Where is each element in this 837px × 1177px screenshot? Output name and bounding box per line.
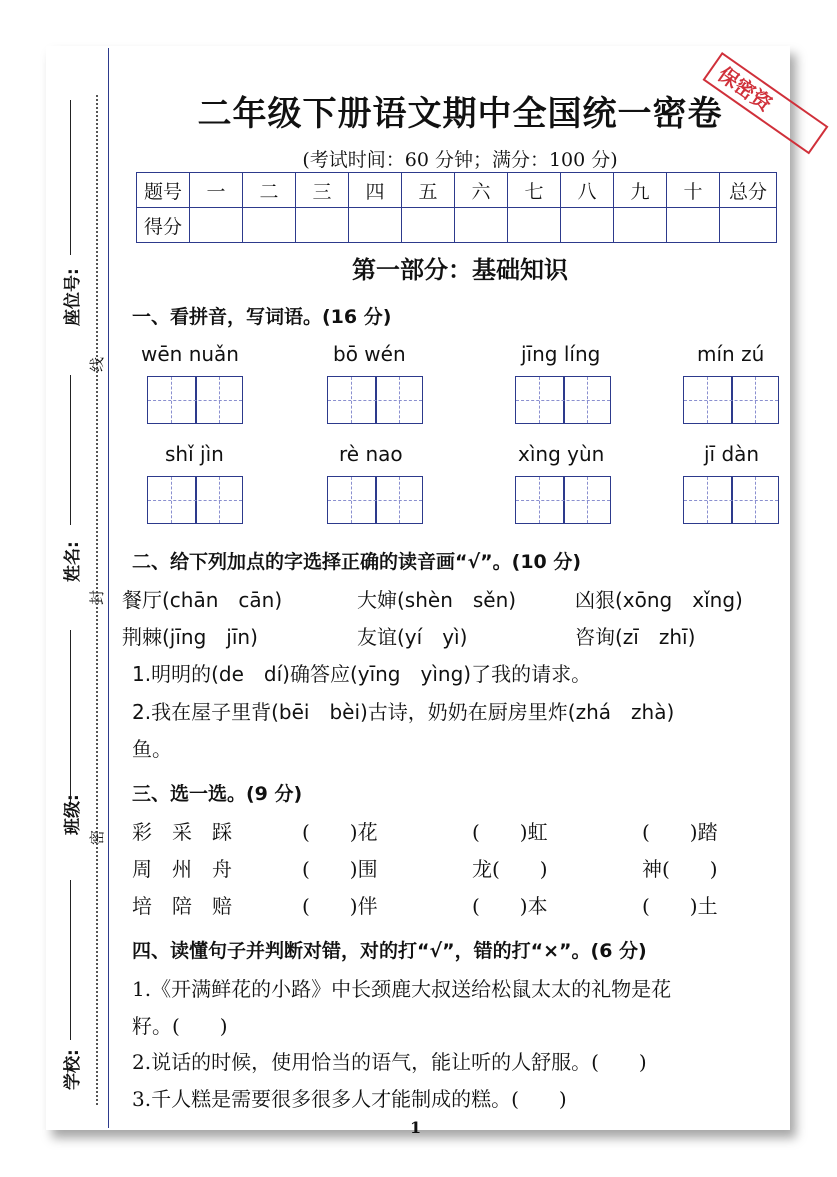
q3-blank[interactable]: ( )花 [302, 820, 378, 844]
score-header-cell: 题号 [137, 173, 190, 208]
score-table-header-row [137, 173, 777, 208]
pinyin-label: rè nao [339, 442, 403, 466]
seat-label: 座位号: [63, 268, 83, 326]
seal-char-feng: 封 [88, 589, 106, 605]
q2-sentence-2: 2.我在屋子里背(bēi bèi)古诗，奶奶在厨房里炸(zhá zhà) [132, 700, 675, 724]
q3-blank[interactable]: ( )本 [472, 894, 548, 918]
tianzige-box[interactable] [515, 476, 611, 524]
class-line [70, 630, 71, 805]
score-cell[interactable] [349, 208, 402, 243]
pinyin-label: jī dàn [704, 442, 760, 466]
q3-title: 三、选一选。(9 分) [132, 783, 303, 805]
name-line [70, 375, 71, 525]
pinyin-label: mín zú [697, 342, 765, 366]
score-cell[interactable] [243, 208, 296, 243]
score-cell[interactable] [402, 208, 455, 243]
score-header-cell: 一 [190, 173, 243, 208]
tianzige-box[interactable] [147, 476, 243, 524]
pinyin-label: wēn nuǎn [141, 342, 239, 366]
q2-item: 大婶(shèn sěn) [357, 588, 517, 612]
q3-blank[interactable]: ( )围 [302, 857, 378, 881]
tianzige-box[interactable] [683, 476, 779, 524]
q3-blank[interactable]: ( )虹 [472, 820, 548, 844]
confidential-stamp: 保密资 [702, 52, 828, 154]
q3-chars: 彩 采 踩 [132, 820, 232, 844]
q4-statement-1: 1.《开满鲜花的小路》中长颈鹿大叔送给松鼠太太的礼物是花 [132, 977, 672, 1001]
score-table [136, 172, 777, 243]
score-header-cell: 四 [349, 173, 402, 208]
q3-chars: 培 陪 赔 [132, 894, 232, 918]
exam-info: (考试时间：60 分钟；满分：100 分) [302, 149, 618, 171]
tianzige-box[interactable] [683, 376, 779, 424]
score-header-cell: 总分 [720, 173, 777, 208]
q1-title: 一、看拼音，写词语。(16 分) [132, 306, 392, 328]
score-cell[interactable] [296, 208, 349, 243]
q3-blank[interactable]: ( )踏 [642, 820, 718, 844]
score-cell[interactable] [508, 208, 561, 243]
score-header-cell: 九 [614, 173, 667, 208]
score-cell[interactable] [614, 208, 667, 243]
seat-line [70, 100, 71, 255]
q2-item: 餐厅(chān cān) [122, 588, 283, 612]
pinyin-label: shǐ jìn [165, 442, 224, 466]
school-line [70, 880, 71, 1040]
score-table-score-row [137, 208, 777, 243]
q3-chars: 周 州 舟 [132, 857, 232, 881]
score-header-cell: 八 [561, 173, 614, 208]
score-header-cell: 十 [667, 173, 720, 208]
page-title: 二年级下册语文期中全国统一密卷 [197, 94, 723, 134]
page-number: 1 [410, 1118, 422, 1137]
score-cell[interactable] [720, 208, 777, 243]
tianzige-box[interactable] [147, 376, 243, 424]
score-header-cell: 三 [296, 173, 349, 208]
q2-title: 二、给下列加点的字选择正确的读音画“√”。(10 分) [132, 551, 582, 573]
score-cell[interactable] [561, 208, 614, 243]
pinyin-label: bō wén [333, 342, 406, 366]
score-header-cell: 二 [243, 173, 296, 208]
part1-title: 第一部分：基础知识 [352, 255, 568, 284]
q4-title: 四、读懂句子并判断对错，对的打“√”，错的打“×”。(6 分) [132, 940, 647, 962]
q2-item: 咨询(zī zhī) [575, 625, 696, 649]
name-label: 姓名: [63, 541, 83, 582]
tianzige-box[interactable] [515, 376, 611, 424]
score-header-cell: 五 [402, 173, 455, 208]
q2-item: 友谊(yí yì) [357, 625, 468, 649]
pinyin-label: xìng yùn [518, 442, 605, 466]
q4-statement-1-cont[interactable]: 籽。( ) [132, 1014, 228, 1038]
score-row-label: 得分 [137, 208, 190, 243]
q2-sentence-2-cont: 鱼。 [132, 737, 172, 761]
score-header-cell: 七 [508, 173, 561, 208]
q3-blank[interactable]: ( )伴 [302, 894, 378, 918]
q4-statement-2[interactable]: 2.说话的时候，使用恰当的语气，能让听的人舒服。( ) [132, 1050, 647, 1074]
q4-statement-3[interactable]: 3.千人糕是需要很多很多人才能制成的糕。( ) [132, 1087, 567, 1111]
seal-char-line: 线 [88, 356, 106, 372]
score-cell[interactable] [190, 208, 243, 243]
q3-blank[interactable]: ( )土 [642, 894, 718, 918]
score-cell[interactable] [667, 208, 720, 243]
margin-rule [108, 48, 109, 1128]
score-header-cell: 六 [455, 173, 508, 208]
pinyin-label: jīng líng [521, 342, 601, 366]
q3-blank[interactable]: 龙( ) [472, 857, 548, 881]
q2-item: 荆棘(jīng jīn) [122, 625, 258, 649]
q3-blank[interactable]: 神( ) [642, 857, 718, 881]
tianzige-box[interactable] [327, 476, 423, 524]
q2-item: 凶狠(xōng xǐng) [575, 588, 743, 612]
school-label: 学校: [63, 1049, 83, 1090]
score-cell[interactable] [455, 208, 508, 243]
class-label: 班级: [63, 794, 83, 835]
seal-char-mi: 密 [88, 829, 106, 845]
tianzige-box[interactable] [327, 376, 423, 424]
q2-sentence-1: 1.明明的(de dí)确答应(yīng yìng)了我的请求。 [132, 662, 592, 686]
